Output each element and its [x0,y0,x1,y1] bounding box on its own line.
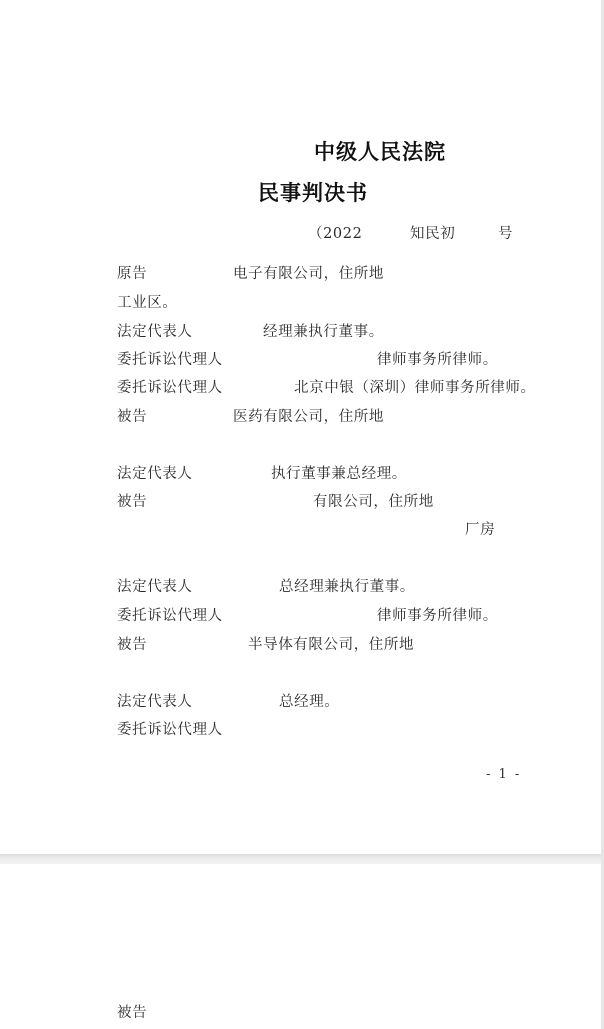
party-text-defendant-2-address: 厂房 [465,522,496,538]
party-role-agent: 委托诉讼代理人 [117,352,223,368]
party-role-legal-rep: 法定代表人 [117,324,193,340]
case-number-suffix: 号 [498,226,514,242]
party-role-agent-4: 委托诉讼代理人 [117,722,223,738]
party-role-legal-rep-2: 法定代表人 [117,466,193,482]
page-separator [0,854,604,864]
party-role-legal-rep-3: 法定代表人 [117,579,193,595]
party-text-legal-rep: 经理兼执行董事。 [263,324,384,340]
party-role-defendant-4: 被告 [117,1005,148,1021]
party-role-defendant-1: 被告 [117,409,148,425]
page-number: - 1 - [486,767,522,782]
party-role-defendant-3: 被告 [117,637,148,653]
party-text-agent-3: 律师事务所律师。 [377,608,498,624]
party-text-plaintiff-address: 工业区。 [117,295,178,311]
party-text-defendant-2: 有限公司，住所地 [313,494,434,510]
party-text-agent-2: 北京中银（深圳）律师事务所律师。 [294,380,536,396]
party-text-legal-rep-3: 总经理兼执行董事。 [279,579,415,595]
party-text-defendant-3: 半导体有限公司，住所地 [248,637,415,653]
party-role-agent-3: 委托诉讼代理人 [117,608,223,624]
document-page-2 [0,864,604,1029]
party-text-legal-rep-2: 执行董事兼总经理。 [271,466,407,482]
party-role-plaintiff: 原告 [117,266,148,282]
party-text-legal-rep-4: 总经理。 [279,694,340,710]
party-text-agent: 律师事务所律师。 [377,352,498,368]
party-role-legal-rep-4: 法定代表人 [117,694,193,710]
case-number-year: （2022 [308,226,363,242]
case-number-type: 知民初 [410,226,456,242]
party-role-defendant-2: 被告 [117,494,148,510]
court-name: 中级人民法院 [314,140,446,164]
document-type-title: 民事判决书 [258,181,368,205]
party-role-agent-2: 委托诉讼代理人 [117,380,223,396]
party-text-defendant-1: 医药有限公司，住所地 [233,409,384,425]
party-text-plaintiff: 电子有限公司，住所地 [233,266,384,282]
